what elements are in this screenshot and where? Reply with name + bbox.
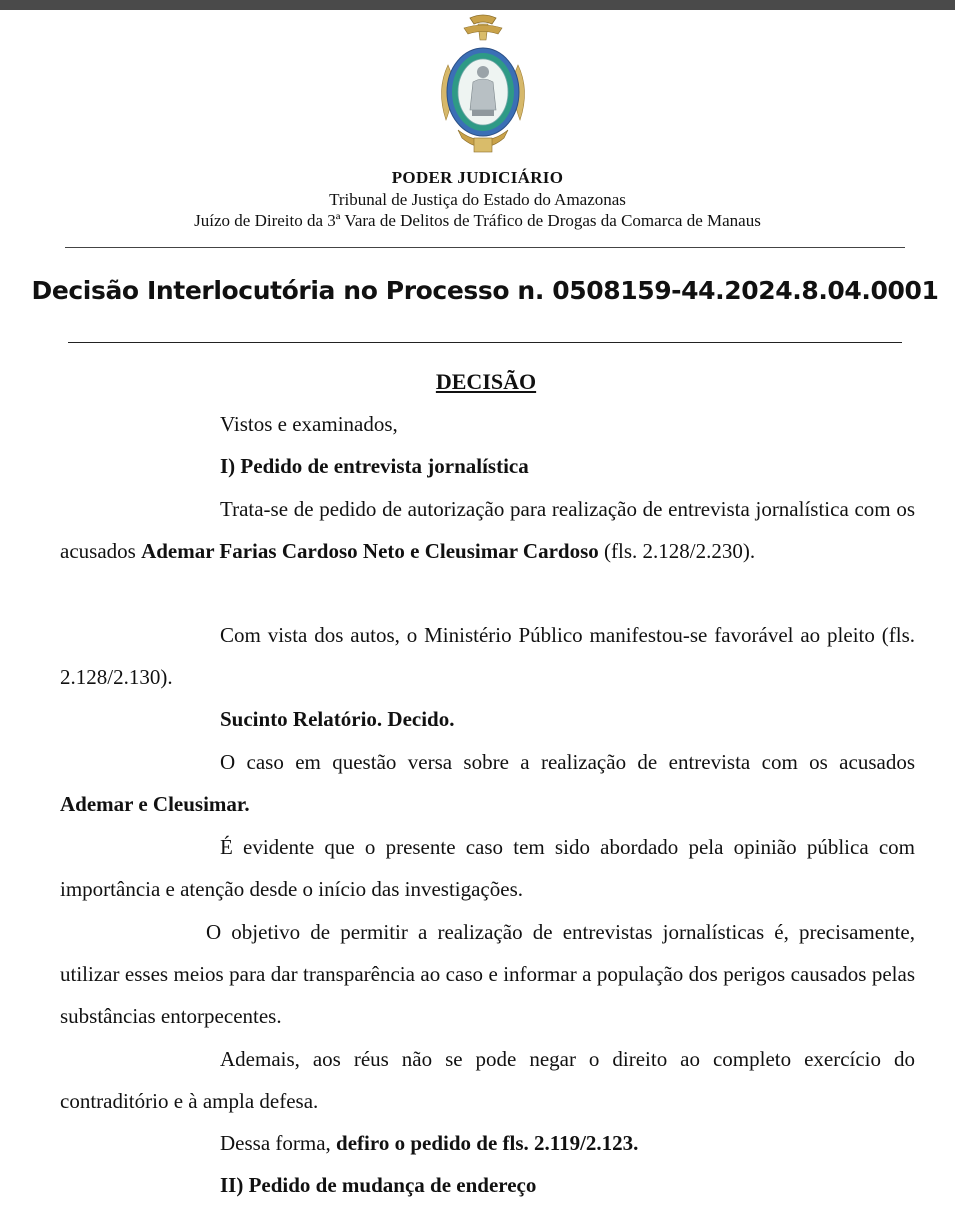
paragraph-prosecutor: Com vista dos autos, o Ministério Público manifestou-se favorável ao pleito (fls. 2.128/2.130).	[60, 623, 915, 689]
court-coat-of-arms-icon	[428, 10, 538, 160]
paragraph-request-text: Trata-se de pedido de autorização para realização de entrevista jornalística com os acusados	[60, 497, 915, 563]
paragraph-case-end: .	[244, 792, 250, 816]
paragraph-ruling-text: Dessa forma,	[220, 1131, 337, 1155]
paragraph-objective: O objetivo de permitir a realização de entrevistas jornalísticas é, precisamente, utilizar esses meios para dar transparência ao caso e informar a população dos perigos causados pelas substâncias entorpecentes.	[60, 920, 915, 1028]
header-power: PODER JUDICIÁRIO	[391, 168, 564, 187]
paragraph-ruling	[60, 1122, 915, 1164]
section-1-heading: I) Pedido de entrevista jornalística	[220, 454, 529, 478]
title-divider	[68, 342, 902, 343]
accused-short-names: Ademar e Cleusimar	[60, 792, 245, 816]
paragraph-request	[60, 488, 915, 572]
section-2-heading: II) Pedido de mudança de endereço	[220, 1173, 537, 1197]
paragraph-case-text: O caso em questão versa sobre a realização de entrevista com os acusados	[220, 750, 915, 774]
paragraph-public-opinion: É evidente que o presente caso tem sido abordado pela opinião pública com importância e atenção desde o início das investigações.	[60, 835, 915, 901]
header-divider	[65, 247, 905, 248]
header-court: Juízo de Direito da 3ª Vara de Delitos de Tráfico de Drogas da Comarca de Manaus	[194, 211, 761, 230]
ruling-granted: defiro o pedido de fls. 2.119/2.123.	[336, 1131, 639, 1155]
top-edge-bar	[0, 0, 955, 10]
report-heading: Sucinto Relatório. Decido.	[220, 707, 455, 731]
document-title: Decisão Interlocutória no Processo n. 0508159-44.2024.8.04.0001	[31, 276, 939, 305]
paragraph-case	[60, 741, 915, 825]
opening-line: Vistos e examinados,	[220, 412, 398, 436]
accused-names: Ademar Farias Cardoso Neto e Cleusimar Cardoso	[141, 539, 599, 563]
paragraph-defense: Ademais, aos réus não se pode negar o direito ao completo exercício do contraditório e à ampla defesa.	[60, 1047, 915, 1113]
header-tribunal: Tribunal de Justiça do Estado do Amazonas	[329, 190, 626, 209]
paragraph-request-ref: (fls. 2.128/2.230).	[598, 539, 756, 563]
decision-heading: DECISÃO	[435, 369, 537, 394]
